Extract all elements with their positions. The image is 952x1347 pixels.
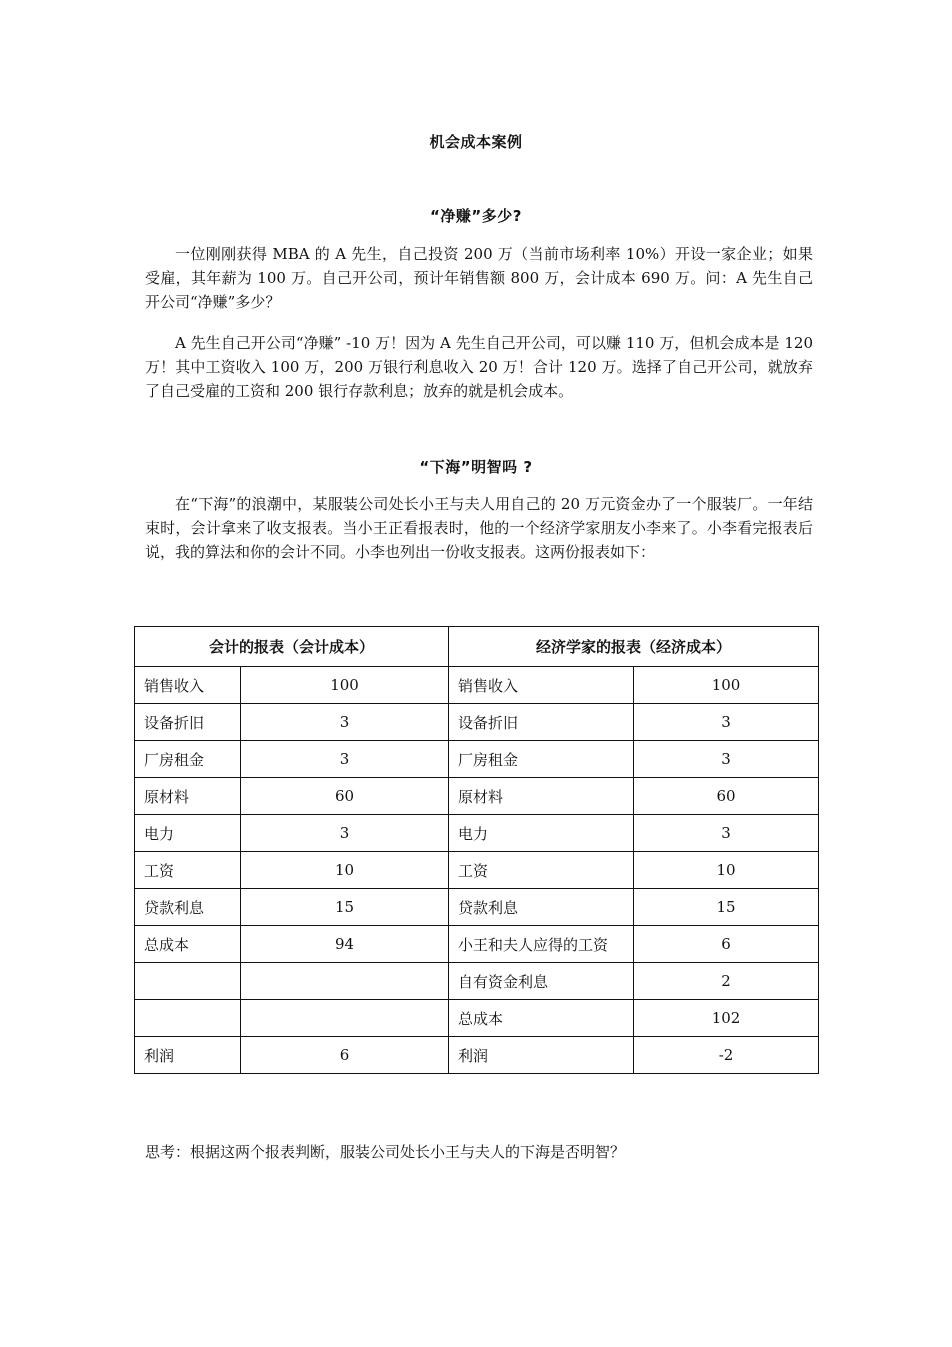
accounting-item-label: 总成本 [135,926,241,963]
table-row [135,778,819,815]
economist-item-label: 小王和夫人应得的工资 [449,926,634,963]
table-row [135,704,819,741]
economist-item-value: 60 [634,778,819,815]
table-row [135,852,819,889]
economist-item-label: 销售收入 [449,667,634,704]
economist-item-value: 3 [634,815,819,852]
accounting-item-label: 贷款利息 [135,889,241,926]
accounting-item-value: 10 [241,852,449,889]
economist-item-label: 自有资金利息 [449,963,634,1000]
section2-paragraph-1: 在“下海”的浪潮中，某服装公司处长小王与夫人用自己的 20 万元资金办了一个服装厂。一年结束时，会计拿来了收支报表。当小王正看报表时，他的一个经济学家朋友小李来了。小李看完报表后说，我的算法和你的会计不同。小李也列出一份收支报表。这两份报表如下： [145,495,813,561]
accounting-item-label: 工资 [135,852,241,889]
economist-item-value: 100 [634,667,819,704]
accounting-item-label: 厂房租金 [135,741,241,778]
accounting-item-value [241,1000,449,1037]
section1-heading: “净赚”多少? [430,207,522,225]
accounting-item-value: 3 [241,815,449,852]
accounting-item-label: 设备折旧 [135,704,241,741]
economist-item-value: 10 [634,852,819,889]
accounting-item-value: 60 [241,778,449,815]
table-row [135,963,819,1000]
accounting-item-value: 3 [241,741,449,778]
table-header-row [135,627,819,667]
section2-heading: “下海”明智吗 ? [419,458,533,476]
accounting-item-value: 100 [241,667,449,704]
economist-item-value: 6 [634,926,819,963]
cost-comparison-table [134,626,819,1074]
economist-item-value: 102 [634,1000,819,1037]
economist-item-value: -2 [634,1037,819,1074]
economist-item-label: 工资 [449,852,634,889]
economist-item-value: 3 [634,704,819,741]
table-row [135,815,819,852]
table-row [135,1037,819,1074]
accounting-item-value: 15 [241,889,449,926]
economist-item-value: 3 [634,741,819,778]
economist-item-label: 贷款利息 [449,889,634,926]
accounting-item-value [241,963,449,1000]
document-title: 机会成本案例 [429,133,523,151]
table-row [135,741,819,778]
table-row [135,926,819,963]
accounting-item-label: 利润 [135,1037,241,1074]
economist-item-label: 设备折旧 [449,704,634,741]
accounting-item-label [135,963,241,1000]
economist-item-label: 电力 [449,815,634,852]
table-row [135,889,819,926]
accounting-report-header: 会计的报表（会计成本） [135,627,449,667]
economist-item-label: 利润 [449,1037,634,1074]
accounting-item-value: 94 [241,926,449,963]
economist-item-label: 总成本 [449,1000,634,1037]
reflection-question: 思考：根据这两个报表判断，服装公司处长小王与夫人的下海是否明智？ [145,1143,626,1161]
accounting-item-value: 3 [241,704,449,741]
accounting-item-label: 销售收入 [135,667,241,704]
economist-item-value: 15 [634,889,819,926]
economist-item-label: 原材料 [449,778,634,815]
economist-item-label: 厂房租金 [449,741,634,778]
table-row [135,667,819,704]
accounting-item-value: 6 [241,1037,449,1074]
table-row [135,1000,819,1037]
accounting-item-label [135,1000,241,1037]
accounting-item-label: 原材料 [135,778,241,815]
section1-paragraph-1: 一位刚刚获得 MBA 的 A 先生，自己投资 200 万（当前市场利率 10%）开设一家企业；如果受雇，其年薪为 100 万。自己开公司，预计年销售额 800 万，会计成本 690 万。问：A 先生自己开公司“净赚”多少？ [145,245,813,311]
economist-item-value: 2 [634,963,819,1000]
section1-paragraph-2: A 先生自己开公司“净赚” -10 万！因为 A 先生自己开公司，可以赚 110 万，但机会成本是 120 万！其中工资收入 100 万，200 万银行利息收入 20 万！合计 120 万。选择了自己开公司，就放弃了自己受雇的工资和 200 银行存款利息；放弃的就是机会成本。 [145,334,813,400]
accounting-item-label: 电力 [135,815,241,852]
economist-report-header: 经济学家的报表（经济成本） [449,627,819,667]
